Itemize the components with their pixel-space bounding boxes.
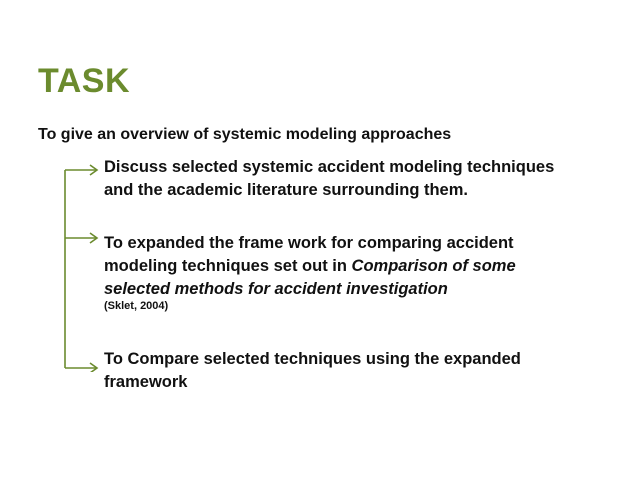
list-item-2-text: To expanded the frame work for comparing accident modeling techniques set out in [104, 234, 514, 275]
intro-text: To give an overview of systemic modeling approaches [38, 126, 452, 143]
slide-title: TASK [38, 62, 131, 100]
list-item-2-italic-title: Comparison of some selected methods for accident investigation [104, 257, 516, 298]
list-item-3: To Compare selected techniques using the expanded framework [104, 350, 521, 391]
list-item-2 [104, 232, 574, 301]
citation: (Sklet, 2004) [104, 300, 169, 312]
list-item-1: Discuss selected systemic accident modeling techniques and the academic literature surrounding them. [104, 158, 555, 199]
bracket-arrows [56, 150, 104, 372]
